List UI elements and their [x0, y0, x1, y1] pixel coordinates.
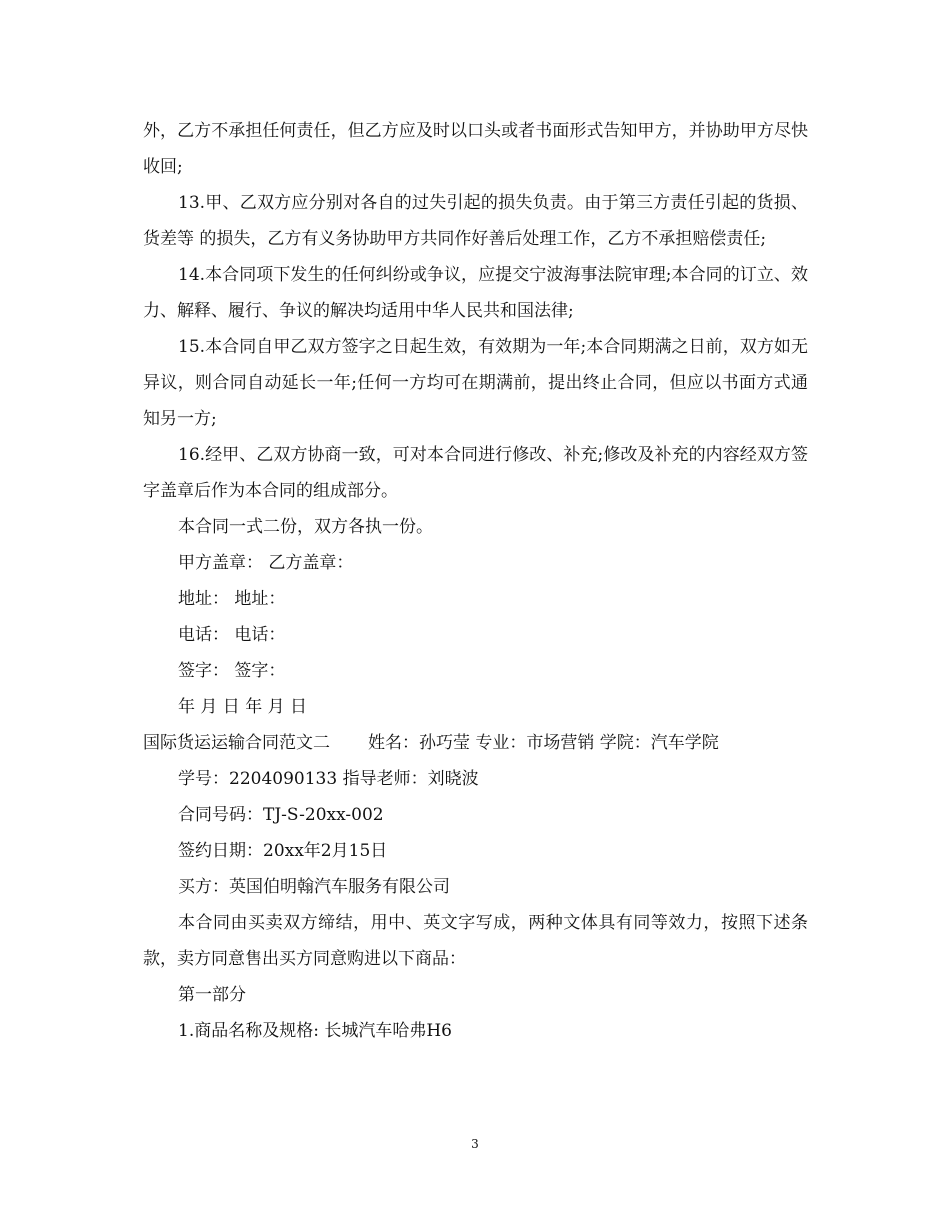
- paragraph: 签约日期：20xx年2月15日: [178, 841, 388, 861]
- paragraph: 学号：2204090133 指导老师：刘晓波: [178, 769, 479, 789]
- heading-line: [143, 725, 808, 761]
- paragraph: 买方：英国伯明翰汽车服务有限公司: [178, 877, 450, 897]
- paragraph: 14.本合同项下发生的任何纠纷或争议，应提交宁波海事法院审理;本合同的订立、效力、解释、履行、争议的解决均适用中华人民共和国法律;: [143, 265, 808, 321]
- paragraph: 15.本合同自甲乙双方签字之日起生效，有效期为一年;本合同期满之日前，双方如无异议，则合同自动延长一年;任何一方均可在期满前，提出终止合同，但应以书面方式通知另一方;: [143, 337, 808, 429]
- student-info: 姓名：孙巧莹 专业：市场营销 学院：汽车学院: [368, 733, 719, 753]
- document-title: 国际货运运输合同范文二: [143, 733, 330, 753]
- paragraph: 本合同一式二份，双方各执一份。: [178, 517, 433, 537]
- page-number: 3: [471, 1137, 479, 1151]
- paragraph: 13.甲、乙双方应分别对各自的过失引起的损失负责。由于第三方责任引起的货损、货差等 的损失，乙方有义务协助甲方共同作好善后处理工作，乙方不承担赔偿责任;: [143, 193, 808, 249]
- paragraph: 地址： 地址：: [178, 589, 286, 609]
- document-body: [143, 113, 808, 1049]
- paragraph: 甲方盖章： 乙方盖章：: [178, 553, 354, 573]
- paragraph: 外，乙方不承担任何责任，但乙方应及时以口头或者书面形式告知甲方，并协助甲方尽快收回;: [143, 121, 808, 177]
- paragraph: 1.商品名称及规格: 长城汽车哈弗H6: [178, 1021, 452, 1041]
- contract-clauses: [143, 113, 808, 725]
- paragraph: 合同号码：TJ-S-20xx-002: [178, 805, 384, 825]
- contract-intro: [143, 761, 808, 1049]
- paragraph: 年 月 日 年 月 日: [178, 697, 308, 717]
- paragraph: 本合同由买卖双方缔结，用中、英文字写成，两种文体具有同等效力，按照下述条款，卖方同意售出买方同意购进以下商品：: [143, 913, 808, 969]
- paragraph: 16.经甲、乙双方协商一致，可对本合同进行修改、补充;修改及补充的内容经双方签字盖章后作为本合同的组成部分。: [143, 445, 808, 501]
- paragraph: 第一部分: [178, 985, 246, 1005]
- paragraph: 电话： 电话：: [178, 625, 286, 645]
- paragraph: 签字： 签字：: [178, 661, 286, 681]
